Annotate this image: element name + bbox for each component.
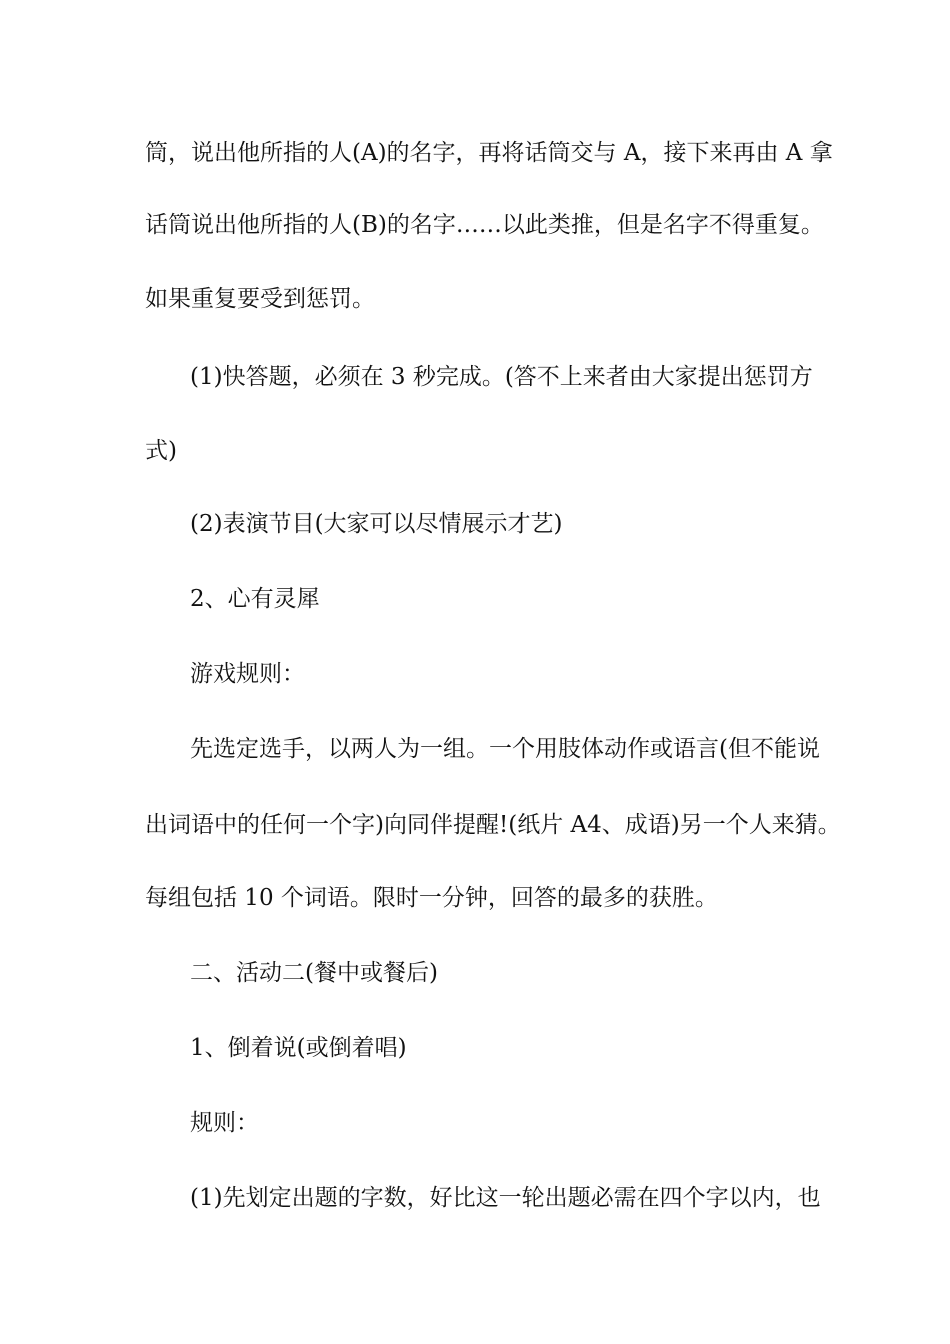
paragraph-line: (1)快答题，必须在 3 秒完成。(答不上来者由大家提出惩罚方 — [190, 364, 813, 390]
paragraph-line: 出词语中的任何一个字)向同伴提醒!(纸片 A4、成语)另一个人来猜。 — [145, 812, 841, 838]
paragraph-line: 式) — [145, 438, 177, 464]
paragraph-line: 如果重复要受到惩罚。 — [145, 286, 375, 312]
paragraph-line: 先选定选手，以两人为一组。一个用肢体动作或语言(但不能说 — [190, 736, 820, 762]
paragraph-line: 规则： — [190, 1110, 259, 1136]
section-heading: 二、活动二(餐中或餐后) — [190, 960, 438, 986]
paragraph-line: (1)先划定出题的字数，好比这一轮出题必需在四个字以内，也 — [190, 1185, 821, 1211]
paragraph-line: 筒，说出他所指的人(A)的名字，再将话筒交与 A，接下来再由 A 拿 — [145, 140, 833, 166]
section-heading: 1、倒着说(或倒着唱) — [190, 1035, 407, 1061]
paragraph-line: 每组包括 10 个词语。限时一分钟，回答的最多的获胜。 — [145, 885, 718, 911]
section-heading: 2、心有灵犀 — [190, 586, 320, 612]
paragraph-line: 话筒说出他所指的人(B)的名字……以此类推，但是名字不得重复。 — [145, 212, 824, 238]
paragraph-line: (2)表演节目(大家可以尽情展示才艺) — [190, 511, 563, 537]
paragraph-line: 游戏规则： — [190, 661, 305, 687]
